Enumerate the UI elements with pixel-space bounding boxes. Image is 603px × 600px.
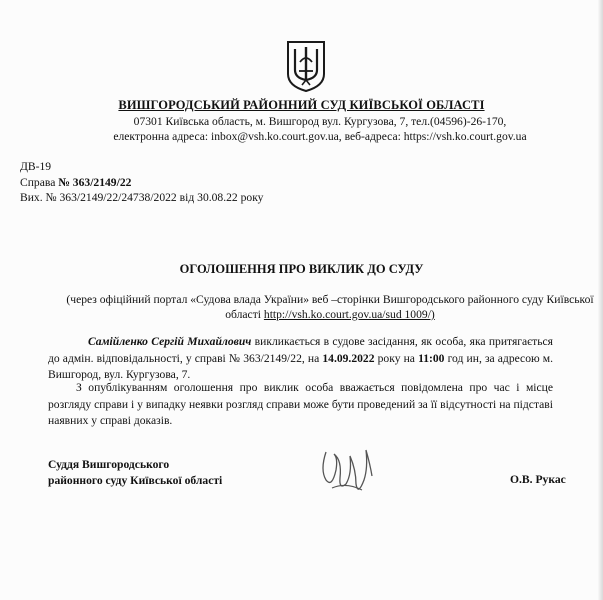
hearing-time: 11:00 xyxy=(418,351,445,365)
judge-title-line-2: районного суду Київської області xyxy=(48,474,223,487)
summons-paragraph xyxy=(48,334,553,384)
outgoing-prefix: Вих. № xyxy=(20,191,60,204)
portal-text: (через офіційний портал «Судова влада України» веб –сторінки Вишгородського районного суду Київської області xyxy=(66,293,594,321)
court-name-heading: ВИШГОРОДСЬКИЙ РАЙОННИЙ СУД КИЇВСЬКОЇ ОБЛАСТІ xyxy=(118,98,485,112)
summons-text-3: год ин, за адресою м. Вишгород, вул. Кургузова, 7. xyxy=(48,351,554,381)
outgoing-number-line xyxy=(20,191,263,204)
court-address: 07301 Київська область, м. Вишгород вул. Кургузова, 7, тел.(04596)-26-170, xyxy=(133,115,507,128)
court-contacts: електронна адреса: inbox@vsh.ko.court.gov.ua, веб-адреса: https://vsh.ko.court.gov.ua xyxy=(113,130,527,143)
judge-name: О.В. Рукас xyxy=(510,473,566,486)
case-number: № 363/2149/22 xyxy=(58,176,132,189)
date-suffix: року xyxy=(237,191,264,204)
consequence-paragraph: З опублікуванням оголошення про виклик особа вважається повідомлена про час і місце розгляду справи і у випадку неявки розгляд справи може бути проведений за її відсутності на підставі наявних у справі доказів. xyxy=(48,381,553,427)
summons-text-2: року на xyxy=(374,351,419,365)
hearing-date: 14.09.2022 xyxy=(322,351,375,365)
portal-reference xyxy=(60,292,600,322)
summoned-person: Самійленко Сергій Михайлович xyxy=(88,335,252,348)
summons-text-1: викликається в судове засідання, як особа, яка притягається до адмін. відповідальності, у справі № 363/2149/22, на xyxy=(48,335,553,365)
notice-title: ОГОЛОШЕННЯ ПРО ВИКЛИК ДО СУДУ xyxy=(179,262,424,276)
case-number-line xyxy=(20,176,131,189)
judge-title xyxy=(48,457,222,489)
outgoing-number: 363/2149/22/24738/2022 xyxy=(59,191,177,204)
date-prefix: від xyxy=(179,191,198,204)
page-edge-shadow xyxy=(597,0,603,600)
trident-emblem-icon xyxy=(285,40,327,92)
handwritten-signature xyxy=(312,440,382,500)
portal-link[interactable]: http://vsh.ko.court.gov.ua/sud 1009/) xyxy=(263,308,435,321)
outgoing-date: 30.08.22 xyxy=(197,191,238,204)
judge-title-line-1: Суддя Вишгородського xyxy=(48,458,170,471)
case-prefix: Справа xyxy=(20,176,59,189)
form-code: ДВ-19 xyxy=(20,160,52,173)
